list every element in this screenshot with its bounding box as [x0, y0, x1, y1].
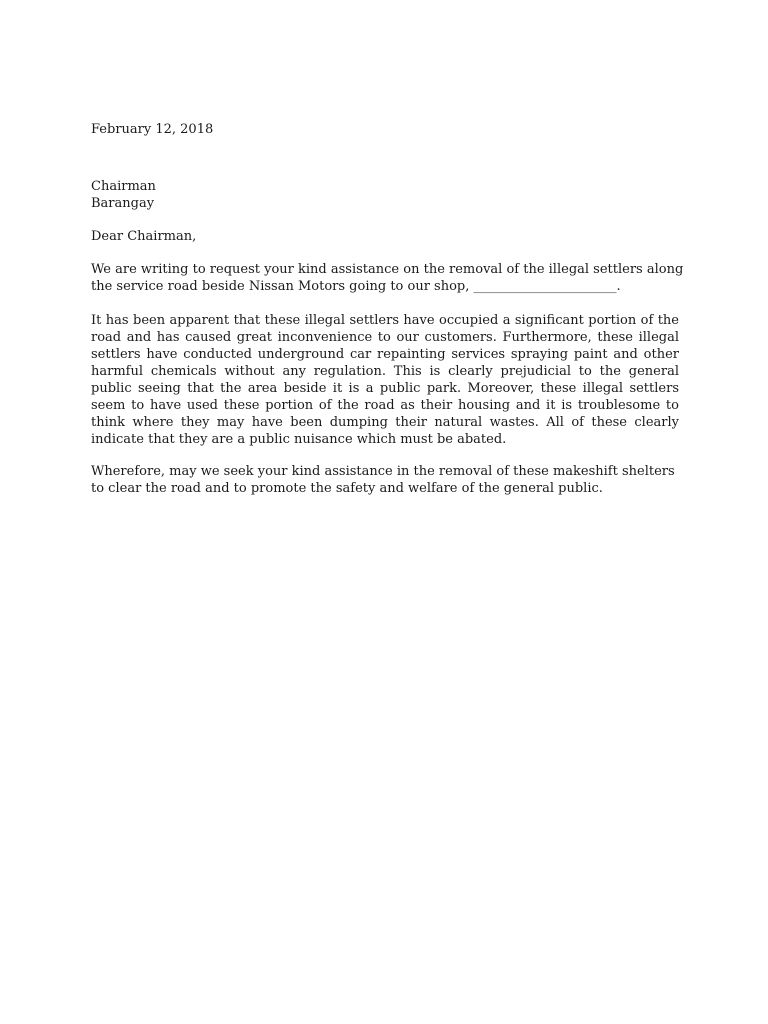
paragraph-line: road and has caused great inconvenience to our customers. Furthermore, these illegal [91, 330, 679, 345]
paragraph-grounds [91, 312, 679, 448]
recipient-block [91, 178, 679, 212]
paragraph-line: public seeing that the area beside it is a public park. Moreover, these illegal settlers [91, 381, 679, 396]
salutation: Dear Chairman, [91, 229, 197, 244]
paragraph-line: to clear the road and to promote the safety and welfare of the general public. [91, 481, 603, 496]
recipient-organization: Barangay [91, 196, 155, 211]
paragraph-request [91, 261, 684, 295]
paragraph-line: think where they may have been dumping their natural wastes. All of these clearly [91, 415, 679, 430]
paragraph-prayer [91, 463, 679, 497]
paragraph-line: It has been apparent that these illegal settlers have occupied a significant portion of the [91, 313, 679, 328]
paragraph-line: seem to have used these portion of the road as their housing and it is troublesome to [91, 398, 679, 413]
paragraph-line: indicate that they are a public nuisance which must be abated. [91, 432, 507, 447]
recipient-title: Chairman [91, 179, 156, 194]
paragraph-line: Wherefore, may we seek your kind assistance in the removal of these makeshift shelters [91, 464, 675, 479]
paragraph-line: the service road beside Nissan Motors going to our shop, ______________________. [91, 279, 621, 294]
paragraph-line: settlers have conducted underground car repainting services spraying paint and other [91, 347, 679, 362]
paragraph-line: harmful chemicals without any regulation. This is clearly prejudicial to the general [91, 364, 679, 379]
paragraph-line: We are writing to request your kind assistance on the removal of the illegal settlers along [91, 262, 684, 277]
letter-date: February 12, 2018 [91, 122, 214, 137]
